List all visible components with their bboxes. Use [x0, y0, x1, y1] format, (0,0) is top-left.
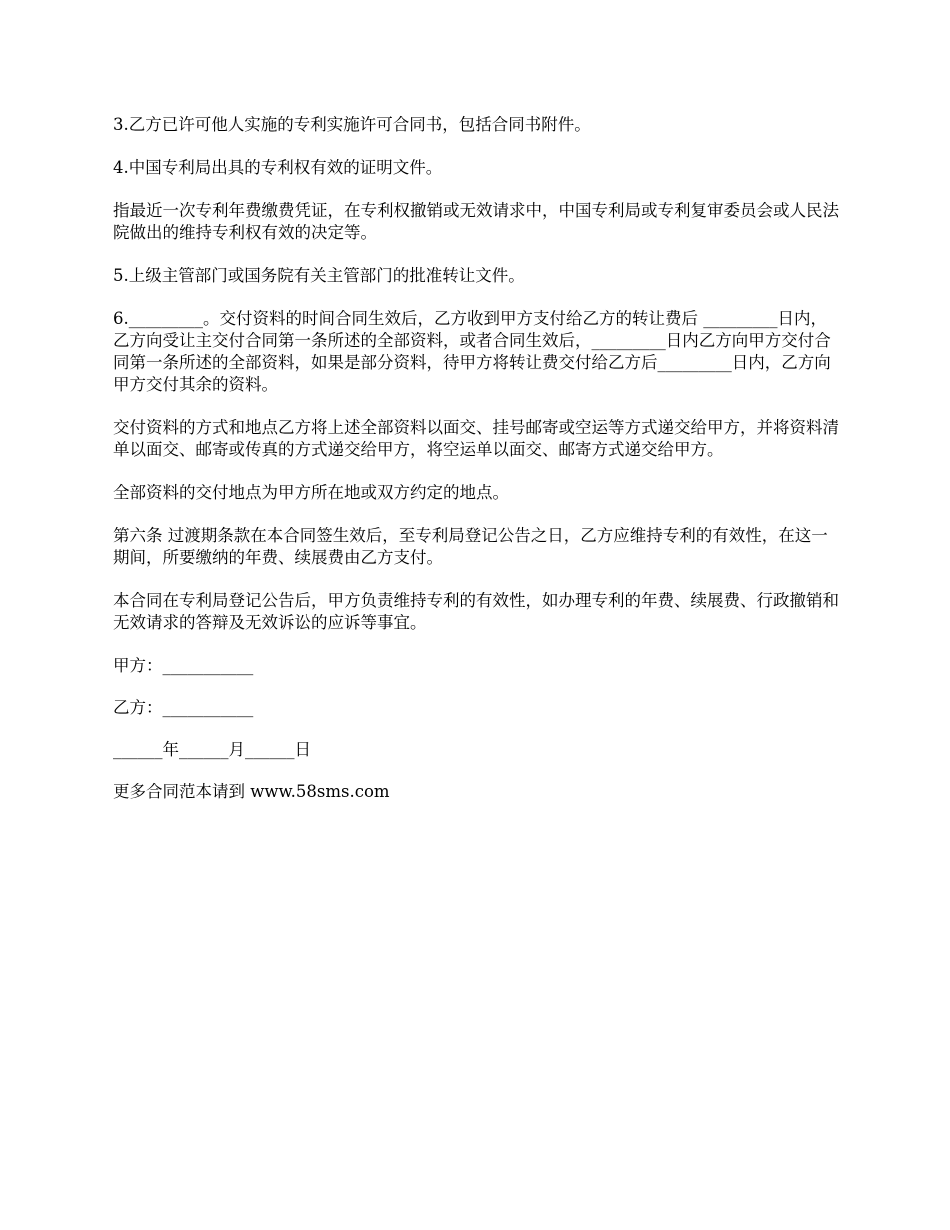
document-page: [113, 114, 841, 824]
party-a-signature-line: 甲方：___________: [113, 656, 254, 675]
delivery-method-paragraph: 交付资料的方式和地点乙方将上述全部资料以面交、挂号邮寄或空运等方式递交给甲方，并将资料清单以面交、邮寄或传真的方式递交给甲方，将空运单以面交、邮寄方式递交给甲方。: [113, 418, 839, 459]
delivery-location-paragraph: 全部资料的交付地点为甲方所在地或双方约定的地点。: [113, 483, 509, 502]
footer-link-text: 更多合同范本请到 www.58sms.com: [113, 782, 390, 801]
clause-6-paragraph: 6._________。交付资料的时间合同生效后，乙方收到甲方支付给乙方的转让费后 _________日内，乙方向受让主交付合同第一条所述的全部资料，或者合同生效后，_________日内乙方向甲方交付合同第一条所述的全部资料，如果是部分资料，待甲方将转让费交付给乙方后_________日内，乙方向甲方交付其余的资料。: [113, 309, 831, 394]
clause-3-paragraph: 3.乙方已许可他人实施的专利实施许可合同书，包括合同书附件。: [113, 115, 591, 134]
clause-4-paragraph: 4.中国专利局出具的专利权有效的证明文件。: [113, 158, 443, 177]
clause-4-note-paragraph: 指最近一次专利年费缴费凭证，在专利权撤销或无效请求中，中国专利局或专利复审委员会或人民法院做出的维持专利权有效的决定等。: [113, 201, 839, 242]
clause-5-paragraph: 5.上级主管部门或国务院有关主管部门的批准转让文件。: [113, 266, 525, 285]
article-6-paragraph: 第六条 过渡期条款在本合同签生效后，至专利局登记公告之日，乙方应维持专利的有效性，在这一期间，所要缴纳的年费、续展费由乙方支付。: [113, 526, 828, 567]
maintenance-paragraph: 本合同在专利局登记公告后，甲方负责维持专利的有效性，如办理专利的年费、续展费、行政撤销和无效请求的答辩及无效诉讼的应诉等事宜。: [113, 591, 839, 632]
date-line: ______年______月______日: [113, 740, 311, 759]
party-b-signature-line: 乙方：___________: [113, 698, 254, 717]
